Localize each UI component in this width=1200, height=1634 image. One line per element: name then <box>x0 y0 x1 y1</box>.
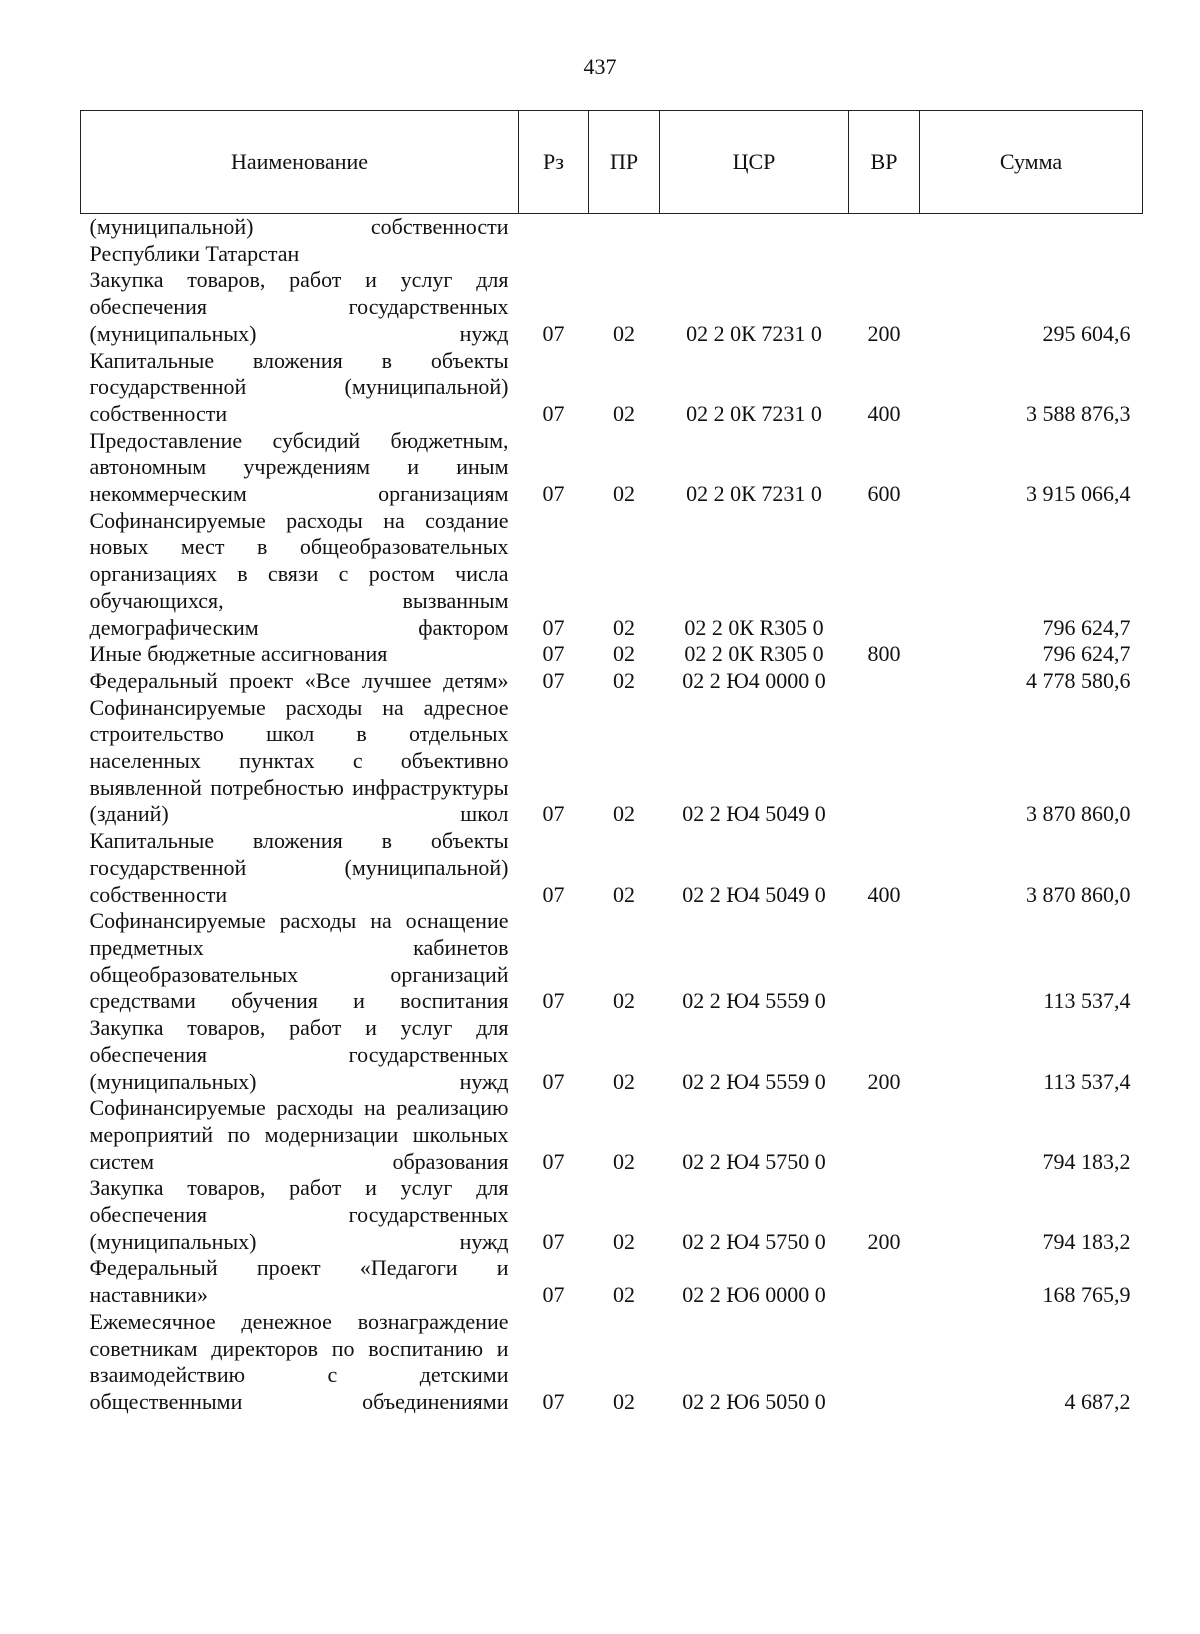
row-name: Капитальные вложения в объекты государственной (муниципальной) собственности <box>89 347 509 426</box>
table-row <box>81 828 1143 908</box>
row-rz: 07 <box>542 400 565 426</box>
row-rz: 07 <box>542 1148 565 1174</box>
row-sum: 794 183,2 <box>1042 1148 1131 1174</box>
table-row <box>81 508 1143 642</box>
row-name: Закупка товаров, работ и услуг для обеспечения государственных (муниципальных) нужд <box>89 1015 509 1094</box>
table-row <box>81 668 1143 695</box>
row-pr: 02 <box>613 400 635 426</box>
table-row <box>81 641 1143 668</box>
row-rz: 07 <box>542 1228 565 1254</box>
header-name: Наименование <box>81 111 519 214</box>
table-row <box>81 695 1143 829</box>
row-sum: 3 870 860,0 <box>1026 881 1131 907</box>
row-pr: 02 <box>613 1388 635 1414</box>
row-pr: 02 <box>613 1068 635 1094</box>
header-pr: ПР <box>589 111 660 214</box>
row-csr: 02 2 Ю6 0000 0 <box>682 1282 826 1308</box>
table-row <box>81 1175 1143 1255</box>
header-row <box>81 111 1143 214</box>
row-sum: 796 624,7 <box>1042 614 1131 640</box>
row-csr: 02 2 Ю4 5049 0 <box>682 881 826 907</box>
row-csr: 02 2 0К 7231 0 <box>686 481 822 507</box>
row-sum: 168 765,9 <box>1042 1282 1131 1308</box>
table-body <box>81 214 1143 1416</box>
row-vr <box>849 1255 920 1308</box>
table-header <box>81 111 1143 214</box>
row-pr: 02 <box>613 1282 635 1308</box>
header-csr: ЦСР <box>660 111 849 214</box>
row-sum: 794 183,2 <box>1042 1228 1131 1254</box>
row-sum: 4 778 580,6 <box>1026 667 1131 693</box>
row-name: Софинансируемые расходы на адресное строительство школ в отдельных населенных пунктах с объективно выявленной потребностью инфраструктуры (зданий) школ <box>89 694 509 827</box>
row-rz: 07 <box>542 614 565 640</box>
row-sum: 113 537,4 <box>1043 1068 1131 1094</box>
row-rz: 07 <box>542 641 565 667</box>
row-name: Софинансируемые расходы на реализацию мероприятий по модернизации школьных систем образования <box>89 1095 509 1174</box>
table-row <box>81 214 1143 268</box>
row-csr: 02 2 0К R305 0 <box>684 641 824 667</box>
row-vr: 800 <box>867 641 901 667</box>
row-name: Закупка товаров, работ и услуг для обеспечения государственных (муниципальных) нужд <box>89 1175 509 1254</box>
row-csr: 02 2 Ю4 5559 0 <box>682 988 826 1014</box>
row-vr <box>849 908 920 1015</box>
row-rz: 07 <box>542 320 565 346</box>
row-csr: 02 2 0К 7231 0 <box>686 320 822 346</box>
header-sum: Сумма <box>920 111 1143 214</box>
table-row <box>81 267 1143 347</box>
row-pr: 02 <box>613 1228 635 1254</box>
row-pr: 02 <box>613 1148 635 1174</box>
row-name: Федеральный проект «Все лучшее детям» <box>89 667 509 693</box>
row-vr: 200 <box>867 320 901 346</box>
row-csr <box>660 214 849 268</box>
row-sum: 113 537,4 <box>1043 988 1131 1014</box>
row-csr: 02 2 Ю6 5050 0 <box>682 1388 826 1414</box>
row-vr: 400 <box>867 881 901 907</box>
row-rz <box>519 214 589 268</box>
table-row <box>81 1309 1143 1416</box>
budget-table <box>80 110 1143 1416</box>
row-vr <box>849 1095 920 1175</box>
row-vr <box>849 508 920 642</box>
row-csr: 02 2 0К R305 0 <box>684 614 824 640</box>
row-pr: 02 <box>613 641 635 667</box>
table-row <box>81 1015 1143 1095</box>
table-row <box>81 348 1143 428</box>
row-name: Капитальные вложения в объекты государственной (муниципальной) собственности <box>89 828 509 907</box>
row-sum: 295 604,6 <box>1042 320 1131 346</box>
row-vr: 200 <box>867 1068 901 1094</box>
row-vr <box>849 695 920 829</box>
page-number: 437 <box>583 54 617 79</box>
row-rz: 07 <box>542 801 565 827</box>
row-name: Софинансируемые расходы на оснащение предметных кабинетов общеобразовательных организаций средствами обучения и воспитания <box>89 908 509 1014</box>
row-rz: 07 <box>542 1068 565 1094</box>
budget-table-container <box>80 110 1142 1416</box>
row-vr <box>849 668 920 695</box>
row-sum: 3 870 860,0 <box>1026 801 1131 827</box>
row-name: Закупка товаров, работ и услуг для обеспечения государственных (муниципальных) нужд <box>89 267 509 346</box>
row-rz: 07 <box>542 881 565 907</box>
row-sum <box>920 214 1143 268</box>
row-rz: 07 <box>542 667 565 693</box>
row-name: (муниципальной) собственности Республики Татарстан <box>89 214 509 266</box>
row-csr: 02 2 Ю4 5559 0 <box>682 1068 826 1094</box>
row-sum: 4 687,2 <box>1064 1388 1131 1414</box>
row-csr: 02 2 0К 7231 0 <box>686 400 822 426</box>
row-pr: 02 <box>613 614 635 640</box>
row-name: Федеральный проект «Педагоги и наставники» <box>89 1255 509 1308</box>
header-rz: Рз <box>519 111 589 214</box>
table-row <box>81 1255 1143 1308</box>
row-csr: 02 2 Ю4 5750 0 <box>682 1228 826 1254</box>
row-rz: 07 <box>542 988 565 1014</box>
row-pr: 02 <box>613 881 635 907</box>
row-name: Ежемесячное денежное вознаграждение советникам директоров по воспитанию и взаимодействию с детскими общественными объединениями <box>89 1308 509 1414</box>
row-pr: 02 <box>613 667 635 693</box>
row-pr: 02 <box>613 481 635 507</box>
header-vr: ВР <box>849 111 920 214</box>
row-csr: 02 2 Ю4 5049 0 <box>682 801 826 827</box>
row-name: Предоставление субсидий бюджетным, автономным учреждениям и иным некоммерческим организациям <box>89 427 509 507</box>
row-vr: 600 <box>867 481 901 507</box>
row-pr: 02 <box>613 320 635 346</box>
row-sum: 3 915 066,4 <box>1026 481 1131 507</box>
row-rz: 07 <box>542 1282 565 1308</box>
row-vr <box>849 1309 920 1416</box>
row-pr: 02 <box>613 801 635 827</box>
row-vr <box>849 214 920 268</box>
row-rz: 07 <box>542 481 565 507</box>
row-pr: 02 <box>613 988 635 1014</box>
row-csr: 02 2 Ю4 5750 0 <box>682 1148 826 1174</box>
table-row <box>81 908 1143 1015</box>
row-rz: 07 <box>542 1388 565 1414</box>
row-name: Софинансируемые расходы на создание новых мест в общеобразовательных организациях в связи с ростом числа обучающихся, вызванным демографическим фактором <box>89 507 509 640</box>
row-name: Иные бюджетные ассигнования <box>89 641 388 667</box>
row-vr: 400 <box>867 400 901 426</box>
row-sum: 3 588 876,3 <box>1026 400 1131 426</box>
table-row <box>81 1095 1143 1175</box>
row-sum: 796 624,7 <box>1042 641 1131 667</box>
row-vr: 200 <box>867 1228 901 1254</box>
row-pr <box>589 214 660 268</box>
table-row <box>81 428 1143 508</box>
row-csr: 02 2 Ю4 0000 0 <box>682 667 826 693</box>
